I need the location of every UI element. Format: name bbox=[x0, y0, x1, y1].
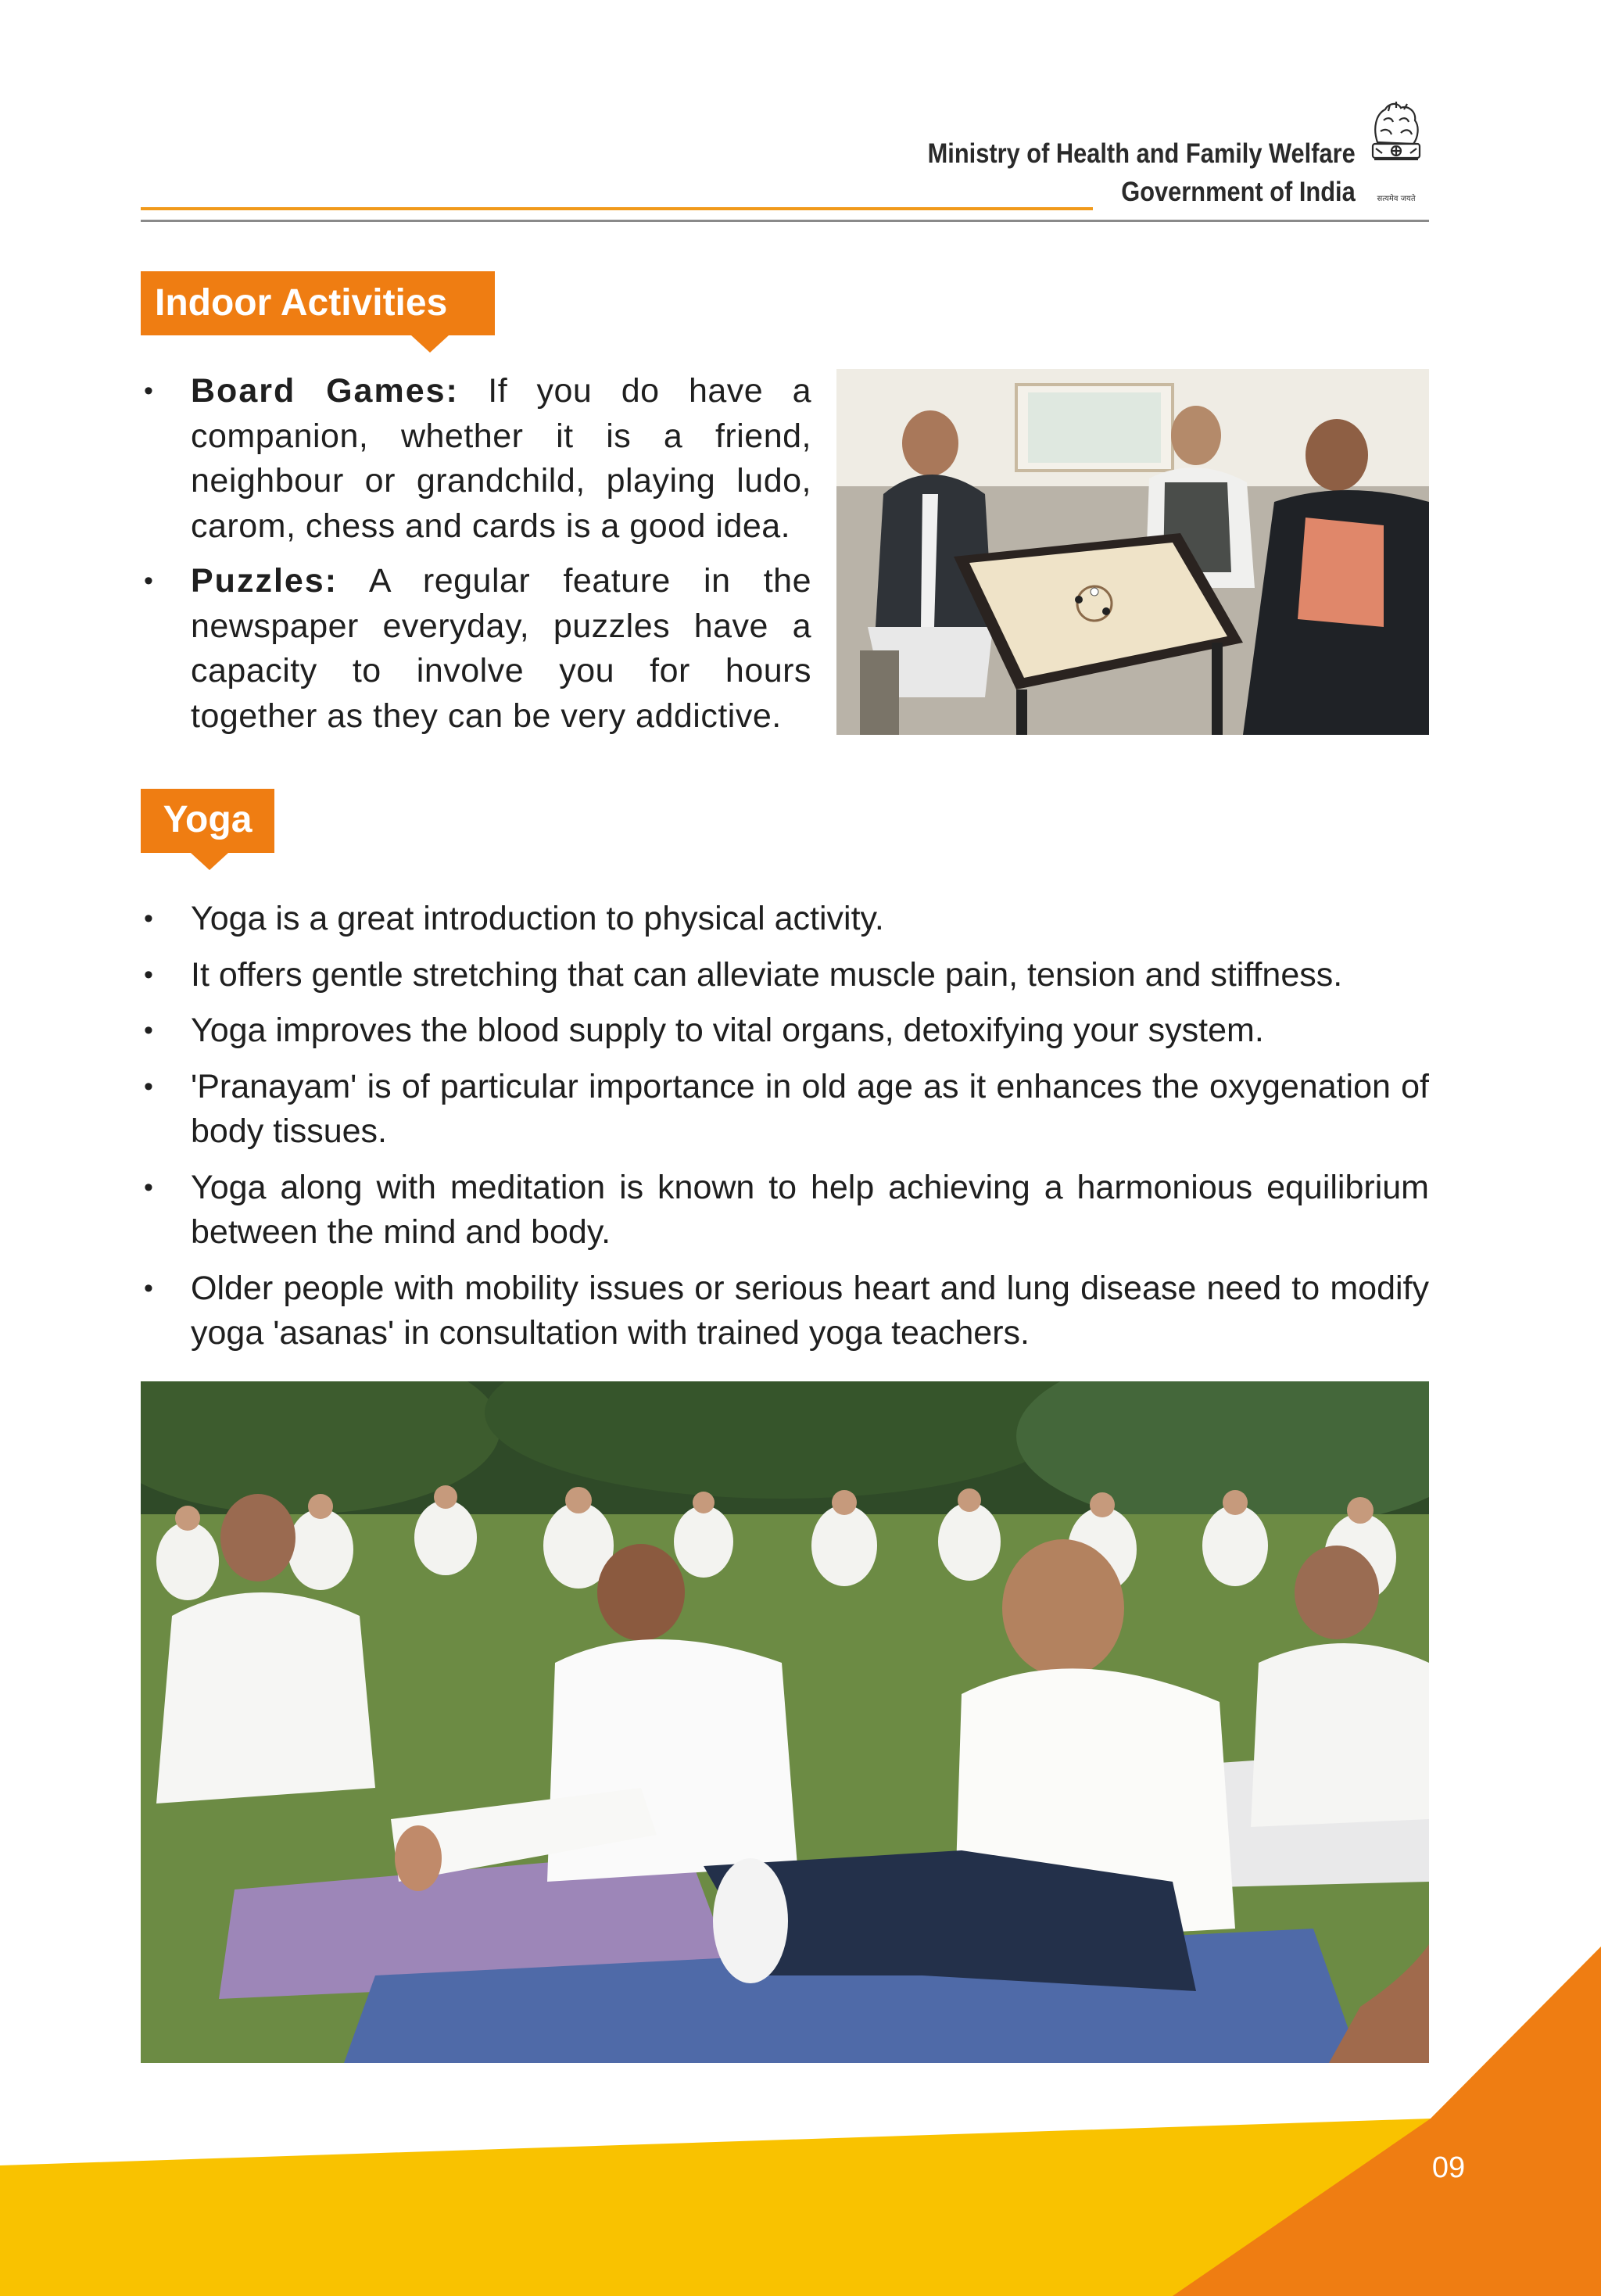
list-item: • Yoga along with meditation is known to help achieving a harmonious equilibrium between the mind and body. bbox=[141, 1166, 1429, 1255]
indoor-activities-list bbox=[141, 369, 811, 749]
national-emblem-icon bbox=[1362, 97, 1431, 206]
text-board-games: If you do have a companion, whether it is a friend, neighbour or grandchild, playing ludo, carom, chess and cards is a good idea. bbox=[191, 372, 811, 545]
yoga-list bbox=[141, 897, 1429, 1367]
corner-decoration bbox=[0, 1939, 1601, 2296]
list-item: • Yoga is a great introduction to physical activity. bbox=[141, 897, 1429, 942]
header-rule-orange bbox=[141, 207, 1093, 210]
header-rule-grey bbox=[141, 220, 1429, 222]
board-games-photo bbox=[836, 369, 1429, 735]
section-heading-indoor: Indoor Activities bbox=[141, 271, 495, 335]
list-item: • Yoga improves the blood supply to vital organs, detoxifying your system. bbox=[141, 1008, 1429, 1054]
ministry-name: Ministry of Health and Family Welfare bbox=[927, 138, 1356, 169]
list-item-puzzles bbox=[141, 559, 811, 739]
header-title bbox=[928, 134, 1356, 211]
page-number: 09 bbox=[1431, 2151, 1466, 2184]
government-name: Government of India bbox=[1121, 177, 1356, 207]
list-item-board-games bbox=[141, 369, 811, 549]
text-puzzles: A regular feature in the newspaper everyday, puzzles have a capacity to involve you for hours together as they can be very addictive. bbox=[191, 562, 811, 735]
term-puzzles: Puzzles: bbox=[191, 562, 338, 600]
list-item: • Older people with mobility issues or serious heart and lung disease need to modify yoga 'asanas' in consultation with trained yoga teachers. bbox=[141, 1266, 1429, 1356]
emblem-motto: सत्यमेव जयते bbox=[1377, 195, 1416, 203]
term-board-games: Board Games: bbox=[191, 372, 459, 410]
list-item: • It offers gentle stretching that can alleviate muscle pain, tension and stiffness. bbox=[141, 953, 1429, 998]
list-item: • 'Pranayam' is of particular importance in old age as it enhances the oxygenation of body tissues. bbox=[141, 1065, 1429, 1155]
section-heading-yoga: Yoga bbox=[141, 789, 274, 853]
